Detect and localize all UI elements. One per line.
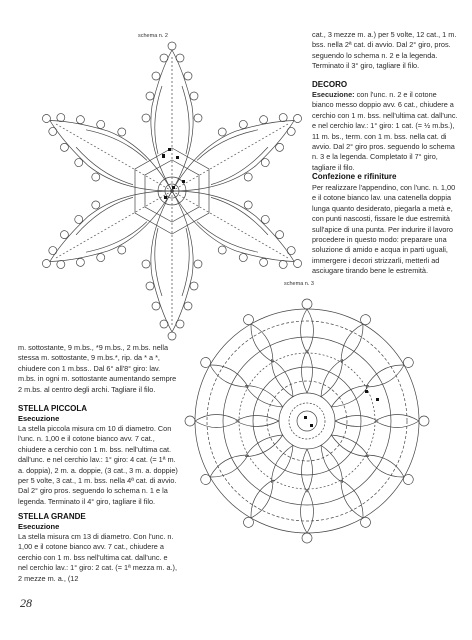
stella-piccola-subheading: Esecuzione (18, 414, 60, 423)
decoro-lead: Esecuzione: (312, 90, 355, 99)
stella-piccola-text: La stella piccola misura cm 10 di diametro. Con l'unc. n. 1,00 e il cotone bianco avv. 7 cat., chiudere a cerchio con 1 m. bss. nell'ultima cat. dall'unc. e nel cerchio lav.: 1° giro: 4 cat. (= 1ª m. a. doppia), 2 m. a. doppie, (3 cat., 3 m. a. doppie) per 5 volte, 3 cat., 1 m. bss. nella 4ª cat. di avvio. Dal 2° giro pros. seguendo lo schema n. 1 e la legenda. Terminato il 4° giro, tagliare il filo. (18, 424, 178, 506)
decoro-text (312, 90, 460, 173)
instructions-continuation: m. sottostante, 9 m.bs., *9 m.bs., 2 m.bs. nella stessa m. sottostante, 9 m.bs.*, rip. da * a *, chiudere con 1 m.bss.. Dal 6° all'8° giro: lav. m.bs. in ogni m. sottostante aumentando sempre 2 m.bs. al centro degli archi. Tagliare il filo. (18, 343, 177, 394)
decoro-body: con l'unc. n. 2 e il cotone bianco messo doppio avv. 6 cat., chiudere a cerchio con 1 m. bss. nell'ultima cat. dall'unc. e nel cerchio lav.: 1° giro: 1 cat. (= ½ m.bs.), 11 m. bs., term. con 1 m. bss. nella cat. di avvio. Dal 2° giro pros. seguendo lo schema n. 3 e la legenda. Completato il 7° giro, tagliare il filo. (312, 90, 458, 172)
stella-piccola-heading: STELLA PICCOLA (18, 404, 88, 413)
round-crochet-diagram (176, 290, 438, 552)
decoro-heading: DECORO (312, 80, 348, 89)
confezione-heading: Confezione e rifiniture (312, 172, 397, 181)
schema-3-label: schema n. 3 (284, 281, 314, 287)
stella-grande-text: La stella misura cm 13 di diametro. Con l'unc. n. 1,00 e il cotone bianco avv. 7 cat., chiudere a cerchio con 1 m. bss nell'ultima cat. dall'unc. e nel cerchio lav.: 1° giro: 2 cat. (= 1ª mezza m. a.), 2 mezze m. a., (12 (18, 532, 177, 583)
stella-grande-heading: STELLA GRANDE (18, 512, 86, 521)
continuation-text: cat., 3 mezze m. a.) per 5 volte, 12 cat., 1 m. bss. nella 2ª cat. di avvio. Dal 2° giro, pros. seguendo lo schema n. 2 e la legenda. Terminato il 3° giro, tagliare il filo. (312, 30, 457, 71)
schema-2-label: schema n. 2 (138, 33, 168, 39)
page-number: 28 (20, 596, 32, 610)
stella-grande-subheading: Esecuzione (18, 522, 60, 531)
confezione-text: Per realizzare l'appendino, con l'unc. n. 1,00 e il cotone bianco lav. una catenella doppia lunga quanto desiderato, piegarla a metà e, con punti nascosti, fissare le due estremità sull'apice di una punta. Per indurire il lavoro procedere in questo modo: preparare una soluzione di amido e acqua in parti uguali, immergere i decori strizzarli, metterli ad asciugare tirando bene le estremità. (312, 183, 456, 276)
